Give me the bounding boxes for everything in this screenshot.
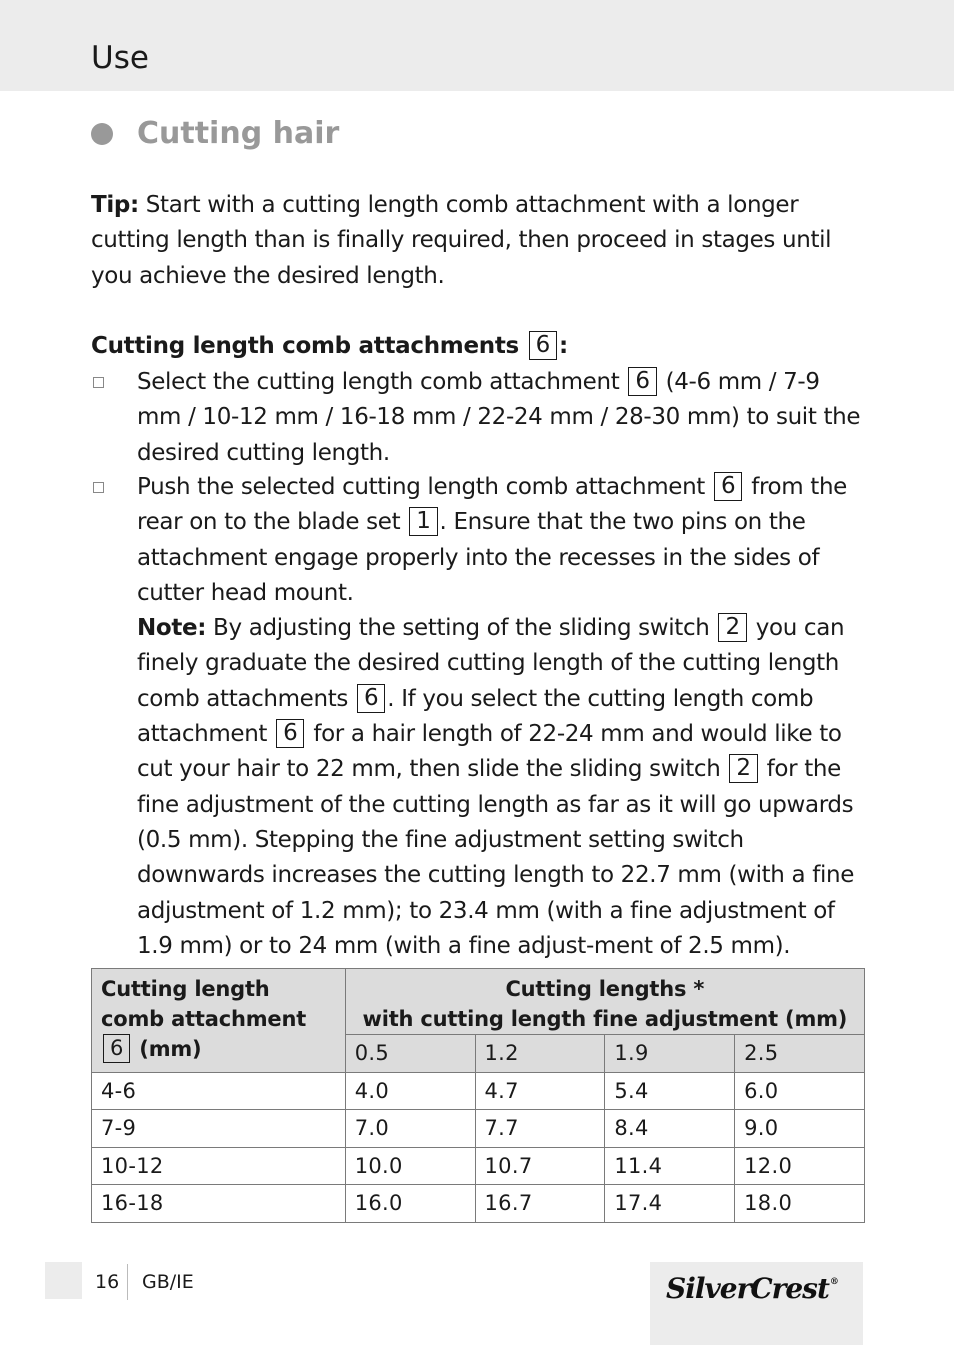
table-cell: 9.0	[735, 1110, 865, 1148]
table-cell: 10.7	[475, 1147, 605, 1185]
note-label: Note:	[137, 615, 207, 642]
table-row	[92, 1147, 865, 1185]
table-row	[92, 1110, 865, 1148]
table-cell: 17.4	[605, 1185, 735, 1223]
table-cell: 18.0	[735, 1185, 865, 1223]
step-text: Select the cutting length comb attachment 6 (4-6 mm / 7-9 mm / 10-12 mm / 16-18 mm / 22-24 mm / 28-30 mm) to suit the desired cutting length.	[137, 368, 861, 466]
checkbox-icon	[93, 377, 104, 388]
brand-box	[650, 1262, 863, 1345]
tip-paragraph	[91, 188, 871, 294]
attachments-heading-colon: :	[558, 333, 568, 359]
section-heading	[91, 112, 340, 156]
table-cell: 4.7	[475, 1072, 605, 1110]
page-number: 16	[95, 1271, 120, 1293]
table-cell: 11.4	[605, 1147, 735, 1185]
ref-number: 6	[529, 331, 557, 360]
brand-logo: SilverCrest®	[666, 1272, 838, 1305]
attachments-heading-text: Cutting length comb attachments	[91, 333, 519, 359]
table-header-cell: 1.9	[605, 1035, 735, 1073]
ref-number: 2	[729, 754, 757, 783]
table-header-cell: 0.5	[345, 1035, 475, 1073]
table-row	[92, 1072, 865, 1110]
ref-number: 6	[628, 367, 656, 396]
ref-number: 6	[714, 472, 742, 501]
tip-label: Tip:	[91, 192, 139, 218]
table-cell: 5.4	[605, 1072, 735, 1110]
table-cell: 12.0	[735, 1147, 865, 1185]
ref-number: 6	[276, 719, 304, 748]
tip-text: Start with a cutting length comb attachment with a longer cutting length than is finally required, then proceed in stages until you achieve the desired length.	[91, 192, 832, 289]
table-cell: 8.4	[605, 1110, 735, 1148]
table-header-row	[92, 969, 865, 1035]
table-cell: 4-6	[92, 1072, 346, 1110]
table-header-attachment: Cutting length comb attachment 6 (mm)	[92, 969, 346, 1073]
table-cell: 7-9	[92, 1110, 346, 1148]
table-header-cell: 2.5	[735, 1035, 865, 1073]
bullet-dot-icon	[91, 123, 113, 145]
attachments-heading	[91, 328, 568, 364]
table-cell: 16.0	[345, 1185, 475, 1223]
footer-marker	[45, 1262, 82, 1299]
table-header-cell: 1.2	[475, 1035, 605, 1073]
table-cell: 10-12	[92, 1147, 346, 1185]
table-cell: 16-18	[92, 1185, 346, 1223]
ref-number: 6	[103, 1034, 130, 1063]
table-cell: 4.0	[345, 1072, 475, 1110]
table-header-lengths: Cutting lengths * with cutting length fine adjustment (mm)	[345, 969, 864, 1035]
table-cell: 6.0	[735, 1072, 865, 1110]
page-title: Use	[91, 40, 149, 76]
table-cell: 10.0	[345, 1147, 475, 1185]
ref-number: 2	[718, 613, 746, 642]
ref-number: 6	[357, 684, 385, 713]
table-row	[92, 1185, 865, 1223]
cutting-length-table	[91, 968, 865, 1223]
step-text: Push the selected cutting length comb attachment 6 from the rear on to the blade set 1 . Ensure that the two pins on the attachment engage properly into the recesses in the sides of cutter head mount. Note: By adjusting the setting of the sliding switch 2 you can finely graduate the desired cutting length of the cutting length comb attachments 6 . If you select the cutting length comb attachment 6 for a hair length of 22-24 mm and would like to cut your hair to 22 mm, then slide the sliding switch 2 for the fine adjustment of the cutting length as far as it will go upwards (0.5 mm). Stepping the fine adjustment setting switch downwards increases the cutting length to 22.7 mm (with a fine adjustment of 1.2 mm); to 23.4 mm (with a fine adjustment of 1.9 mm) or to 24 mm (with a fine adjust-ment of 2.5 mm).	[137, 473, 855, 959]
region-label: GB/IE	[142, 1271, 194, 1293]
table-cell: 16.7	[475, 1185, 605, 1223]
footer-divider	[127, 1264, 128, 1300]
ref-number: 1	[409, 507, 437, 536]
table-cell: 7.0	[345, 1110, 475, 1148]
checkbox-icon	[93, 482, 104, 493]
section-title: Cutting hair	[137, 116, 340, 151]
table-cell: 7.7	[475, 1110, 605, 1148]
